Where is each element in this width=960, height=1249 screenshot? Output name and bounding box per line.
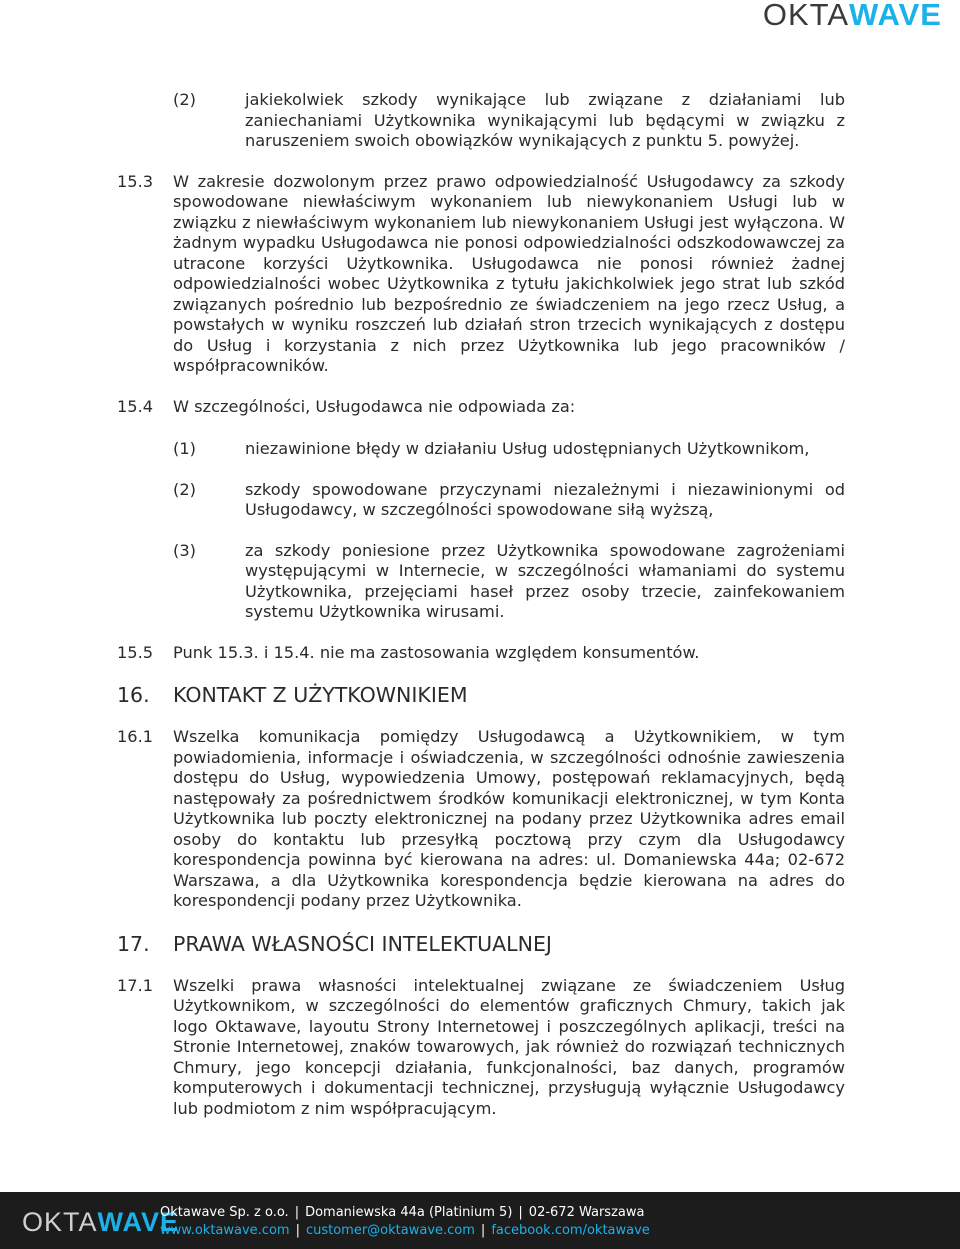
section-number: 16.1 bbox=[117, 727, 154, 746]
heading-number: 17. bbox=[117, 931, 150, 956]
footer-separator: | bbox=[295, 1223, 300, 1238]
list-item-text: za szkody poniesione przez Użytkownika spowodowane zagrożeniami występującymi w Internecie, w szczególności włamaniami do systemu Użytkownika, przejęciami haseł przez osoby trzecie, zainfekowaniem systemu Użytkownika wirusami. bbox=[245, 540, 845, 621]
list-item-text: niezawinione błędy w działaniu Usług udostępnianych Użytkownikom, bbox=[245, 439, 810, 458]
footer-logo-okta-text: OKTA bbox=[22, 1207, 98, 1237]
section-number: 15.3 bbox=[117, 171, 154, 191]
footer-separator: | bbox=[518, 1205, 523, 1220]
list-item-text: szkody spowodowane przyczynami niezależnymi i niezawinionymi od Usługodawcy, w szczególności spowodowane siłą wyższą, bbox=[245, 479, 845, 519]
section-number: 17.1 bbox=[117, 975, 154, 995]
list-item-label: (2) bbox=[173, 479, 196, 499]
section-text: Wszelki prawa własności intelektualnej związane ze świadczeniem Usług Użytkownikom, w szczególności do elementów graficznych Chmury, takich jak logo Oktawave, layoutu Strony Internetowej i poszczególnych aplikacji, treści na Stronie Internetowej, znaków towarowych, jak również do rozwiązań technicznych Chmury, jego koncepcji działania, funkcjonalności, baz danych, programów komputerowych i dokumentacji technicznej, przysługują wyłącznie Usługodawcy lub podmiotom z nim współpracującym. bbox=[173, 975, 845, 1118]
section-number: 15.5 bbox=[117, 642, 154, 662]
section-15-4 bbox=[117, 397, 845, 418]
document-body bbox=[117, 90, 845, 1119]
footer-facebook-link[interactable]: facebook.com/oktawave bbox=[491, 1223, 650, 1238]
footer-address-line bbox=[160, 1205, 644, 1220]
footer-city: 02-672 Warszawa bbox=[528, 1205, 645, 1220]
list-item bbox=[173, 480, 845, 521]
section-heading-16 bbox=[117, 683, 845, 707]
footer-separator: | bbox=[294, 1205, 300, 1220]
footer-logo-wave-text: WAVE bbox=[97, 1207, 180, 1237]
section-text: W zakresie dozwolonym przez prawo odpowiedzialność Usługodawcy za szkody spowodowane niewłaściwym wykonaniem lub niewykonaniem Usługi lub w związku z niewłaściwym wykonaniem lub niewykonaniem Usługi jest wyłączona. W żadnym wypadku Usługodawca nie ponosi odpowiedzialności odszkodowawczej za utracone korzyści Użytkownika. Usługodawca nie ponosi również żadnej odpowiedzialności wobec Użytkownika z tytułu jakichkolwiek jego strat lub szkód związanych pośrednio lub bezpośrednio ze świadczeniem na jego rzecz Usług, a powstałych w wyniku roszczeń lub działań stron trzecich wynikających z dostępu do Usług i korzystania z nich przez Użytkownika lub jego pracowników / współpracowników. bbox=[173, 171, 845, 375]
section-text: Wszelka komunikacja pomiędzy Usługodawcą a Użytkownikiem, w tym powiadomienia, informacje i oświadczenia, w szczególności odnośnie zawieszenia dostępu do Usług, wypowiedzenia Umowy, postępowań reklamacyjnych, będą następowały za pośrednictwem środków komunikacji elektronicznej, w tym Konta Użytkownika lub poczty elektronicznej na podany przez Użytkownika adres email osoby do kontaktu lub przesyłką pocztową przy czym dla Usługodawcy korespondencja powinna być kierowana na adres: ul. Domaniewska 44a; 02-672 Warszawa, a dla Użytkownika korespondencja będzie kierowana na adres do korespondencji podany przez Użytkownika. bbox=[173, 727, 845, 910]
section-number: 15.4 bbox=[117, 396, 154, 416]
heading-title: PRAWA WŁASNOŚCI INTELEKTUALNEJ bbox=[173, 931, 552, 956]
section-15-3 bbox=[117, 172, 845, 377]
footer-email-link[interactable]: customer@oktawave.com bbox=[305, 1223, 475, 1238]
list-item bbox=[173, 439, 845, 460]
footer-separator: | bbox=[480, 1223, 486, 1238]
list-item-label: (3) bbox=[173, 540, 196, 560]
logo-wave-text: WAVE bbox=[849, 0, 942, 32]
list-item-text: jakiekolwiek szkody wynikające lub związane z działaniami lub zaniechaniami Użytkownika wynikającymi lub będącymi w związku z naruszeniem swoich obowiązków wynikających z punktu 5. powyżej. bbox=[245, 90, 845, 150]
footer-website-link[interactable]: www.oktawave.com bbox=[160, 1223, 290, 1238]
section-text: W szczególności, Usługodawca nie odpowiada za: bbox=[173, 396, 576, 416]
oktawave-logo bbox=[763, 0, 942, 30]
section-17-1 bbox=[117, 976, 845, 1120]
page-footer bbox=[0, 1192, 960, 1249]
section-15-5 bbox=[117, 643, 845, 664]
section-16-1 bbox=[117, 727, 845, 912]
footer-links-line bbox=[160, 1223, 650, 1238]
footer-logo bbox=[22, 1207, 179, 1238]
list-item-label: (2) bbox=[173, 90, 196, 109]
logo-okta-text: OKTA bbox=[762, 0, 849, 32]
section-heading-17 bbox=[117, 932, 845, 956]
heading-title: KONTAKT Z UŻYTKOWNIKIEM bbox=[173, 683, 468, 707]
list-item bbox=[173, 90, 845, 152]
heading-number: 16. bbox=[117, 683, 150, 707]
list-item-label: (1) bbox=[173, 439, 196, 458]
section-text: Punk 15.3. i 15.4. nie ma zastosowania względem konsumentów. bbox=[173, 642, 700, 662]
footer-address: Domaniewska 44a (Platinium 5) bbox=[305, 1205, 513, 1220]
footer-company: Oktawave Sp. z o.o. bbox=[160, 1205, 289, 1220]
list-item bbox=[173, 541, 845, 623]
